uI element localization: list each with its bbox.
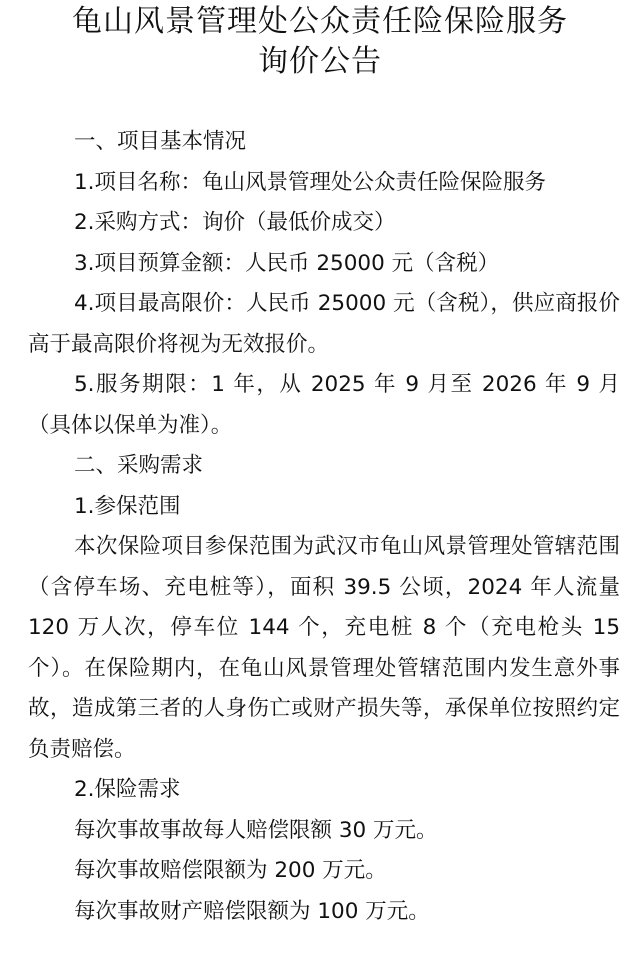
procurement-method-item: 2.采购方式：询价（最低价成交） <box>74 210 396 235</box>
section-2-heading: 二、采购需求 <box>74 453 204 478</box>
per-person-limit: 每次事故事故每人赔偿限额 30 万元。 <box>74 817 438 843</box>
title-line-1: 龟山风景管理处公众责任险保险服务 <box>72 4 568 39</box>
coverage-scope-body: 本次保险项目参保范围为武汉市龟山风景管理处管辖范围（含停车场、充电桩等），面积 39.5 公顷，2024 年人流量 120 万人次，停车位 144 个，充电桩 8 个（充电枪头 15 个）。在保险期内，在龟山风景管理处管辖范围内发生意外事故，造成第三者的人身伤亡或财产损失等，承保单位按照约定负责赔偿。 <box>28 534 620 762</box>
per-accident-limit: 每次事故赔偿限额为 200 万元。 <box>74 858 387 883</box>
title-line-2: 询价公告 <box>258 44 382 79</box>
project-name-item: 1.项目名称：龟山风景管理处公众责任险保险服务 <box>74 169 547 195</box>
document-body <box>28 122 620 932</box>
section-1-heading: 一、项目基本情况 <box>74 129 247 154</box>
budget-amount-item: 3.项目预算金额：人民币 25000 元（含税） <box>74 250 500 276</box>
coverage-scope-heading: 1.参保范围 <box>74 493 181 519</box>
insurance-needs-heading: 2.保险需求 <box>74 777 181 802</box>
property-damage-limit: 每次事故财产赔偿限额为 100 万元。 <box>74 898 430 924</box>
price-ceiling-item: 4.项目最高限价：人民币 25000 元（含税），供应商报价高于最高限价将视为无效报价。 <box>28 291 620 357</box>
document-title <box>0 0 640 82</box>
service-period-item: 5.服务期限：1 年，从 2025 年 9 月至 2026 年 9 月（具体以保单为准）。 <box>28 372 620 438</box>
